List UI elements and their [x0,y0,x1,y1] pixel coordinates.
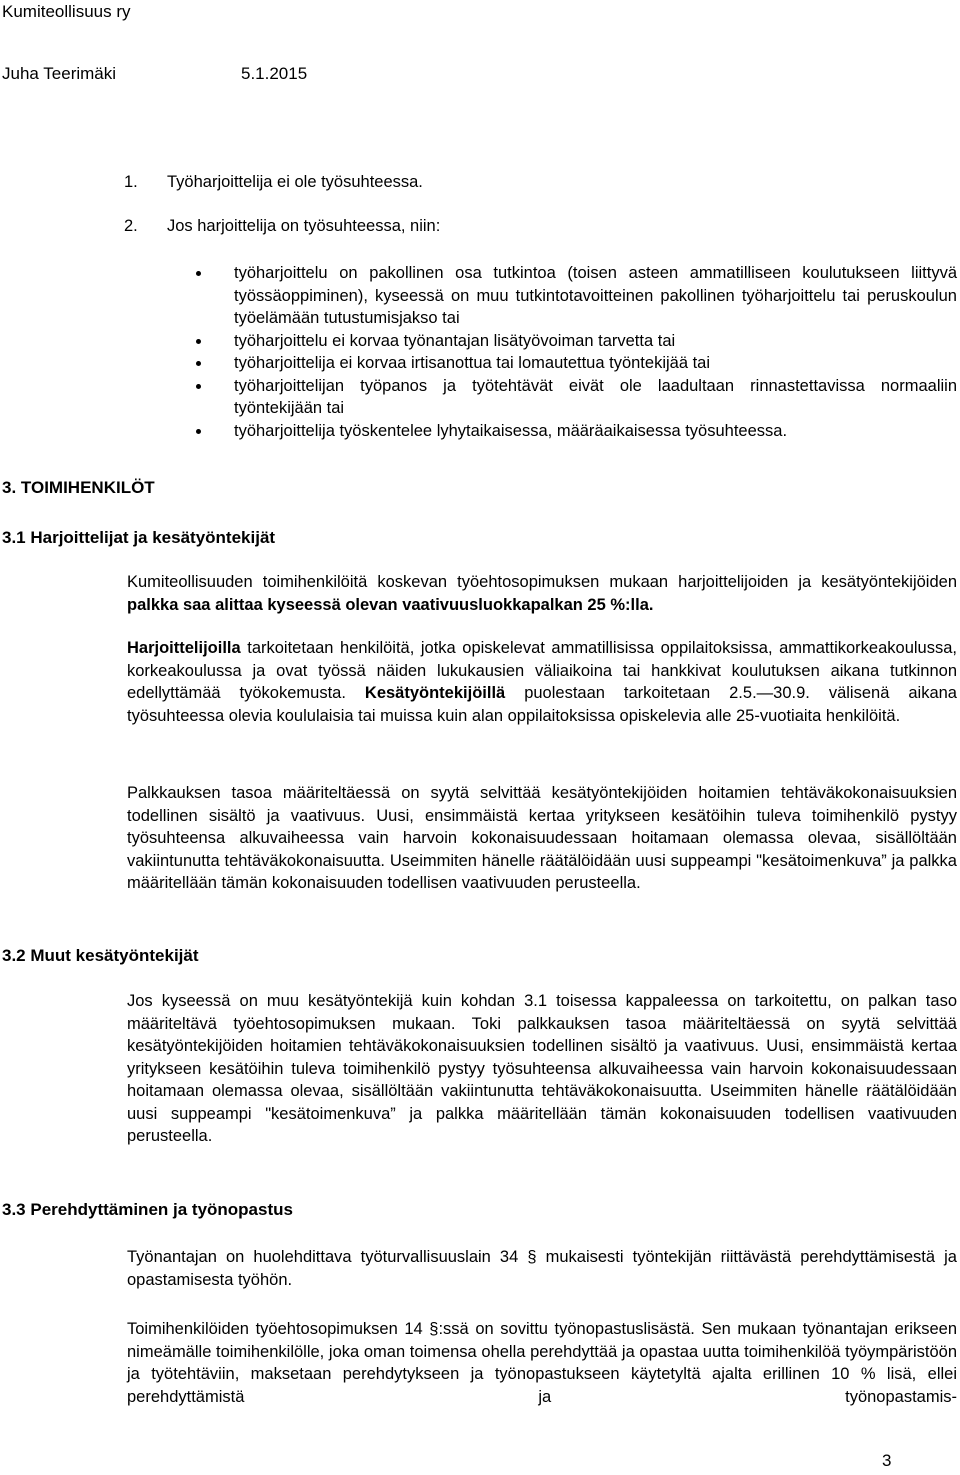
bullet-icon [196,271,201,276]
bullet-icon [196,429,201,434]
list-item: työharjoittelija ei korvaa irtisanottua tai lomautettua työntekijää tai [196,352,957,375]
bullet-icon [196,361,201,366]
numbered-item-2-text: Jos harjoittelija on työsuhteessa, niin: [167,217,441,235]
numbered-item-2 [124,215,441,238]
section-3-3-paragraph-2: Toimihenkilöiden työehtosopimuksen 14 §:ssä on sovittu työnopastuslisästä. Sen mukaan työnantajan erikseen nimeämälle toimihenkilölle, joka oman toimensa ohella perehdyttää ja opastaa uutta toimihenkilöä työympäristöön ja työtehtäviin, maksetaan perehdytykseen ja työnopastukseen käytetyltä ajalta erillinen 10 % lisä, ellei perehdyttämistä ja työnopastamis- [127,1320,957,1406]
section-3-2-heading: 3.2 Muut kesätyöntekijät [2,946,199,965]
list-item: työharjoittelu on pakollinen osa tutkintoa (toisen asteen ammatilliseen koulutukseen liittyvä työssäoppiminen), kyseessä on muu tutkintotavoitteinen pakollinen työharjoittelu tai peruskoulun työelämään tutustumisjakso tai [196,262,957,330]
numbered-item-2-num: 2. [124,217,138,235]
bullet-icon [196,339,201,344]
bullet-icon [196,384,201,389]
section-3-3-heading: 3.3 Perehdyttäminen ja työnopastus [2,1200,293,1219]
section-3-2-paragraph-1: Jos kyseessä on muu kesätyöntekijä kuin kohdan 3.1 toisessa kappaleessa on tarkoitettu, on palkan taso määriteltävä työehtosopimuksen mukaan. Toki palkkauksen tasoa määriteltäessä on syytä selvittää kesätyöntekijöiden hoitamien tehtäväkokonaisuuksien todellinen sisältö ja vaativuus. Uusi, ensimmäistä kertaa yritykseen kesätöihin tuleva toimihenkilö pystyy työsuhteensa alkuvaiheessa vain harvoin kokonaisuudessaan hoitamaan olemassa olevaa, sisällöltään vakiintunutta tehtäväkokonaisuutta. Useimmiten hänelle räätälöidään uusi suppeampi "kesätoimenkuva” ja palkka määritellään tämän kokonaisuuden todellisen vaativuuden perusteella. [127,992,957,1145]
bullet-list [196,262,957,442]
page-number: 3 [882,1451,892,1470]
section-3-3-paragraph-1: Työnantajan on huolehdittava työturvallisuuslain 34 § mukaisesti työntekijän riittävästä perehdyttämisestä ja opastamisesta työhön. [127,1248,957,1289]
header-org: Kumiteollisuus ry [2,2,131,21]
section-3-1-heading: 3.1 Harjoittelijat ja kesätyöntekijät [2,528,276,547]
header-author: Juha Teerimäki [2,64,117,83]
list-item: työharjoittelu ei korvaa työnantajan lisätyövoiman tarvetta tai [196,330,957,353]
numbered-item-1-num: 1. [124,173,138,191]
numbered-item-1-text: Työharjoittelija ei ole työsuhteessa. [167,173,423,191]
list-item: työharjoittelijan työpanos ja työtehtävät eivät ole laadultaan rinnastettavissa normaaliin työntekijään tai [196,375,957,420]
list-item: työharjoittelija työskentelee lyhytaikaisessa, määräaikaisessa työsuhteessa. [196,420,957,443]
header-date: 5.1.2015 [241,64,308,83]
section-3-1-paragraph-2: Harjoittelijoilla tarkoitetaan henkilöitä, jotka opiskelevat ammatillisissa oppilaitoksissa, ammattikorkeakoulussa, korkeakoulussa ja ovat työssä näiden lukukausien väliaikoina tai hankkivat koulutuksen aikana tutkinnon edellyttämää työkokemusta. Kesätyöntekijöillä puolestaan tarkoitetaan 2.5.—30.9. välisenä aikana työsuhteessa olevia koululaisia tai muissa kuin alan oppilaitoksissa opiskelevia alle 25-vuotiaita henkilöitä. [127,639,957,725]
section-3-1-paragraph-3: Palkkauksen tasoa määriteltäessä on syytä selvittää kesätyöntekijöiden hoitamien tehtäväkokonaisuuksien todellinen sisältö ja vaativuus. Uusi, ensimmäistä kertaa yritykseen kesätöihin tuleva toimihenkilö pystyy työsuhteensa alkuvaiheessa vain harvoin kokonaisuudessaan hoitamaan olemassa olevaa, sisällöltään vakiintunutta tehtäväkokonaisuutta. Useimmiten hänelle räätälöidään uusi suppeampi "kesätoimenkuva” ja palkka määritellään tämän kokonaisuuden todellisen vaativuuden perusteella. [127,784,957,892]
numbered-item-1 [124,171,423,194]
section-3-1-paragraph-1: Kumiteollisuuden toimihenkilöitä koskevan työehtosopimuksen mukaan harjoittelijoiden ja kesätyöntekijöiden palkka saa alittaa kyseessä olevan vaativuusluokkapalkan 25 %:lla. [127,573,957,614]
section-3-heading: 3. TOIMIHENKILÖT [2,478,155,497]
